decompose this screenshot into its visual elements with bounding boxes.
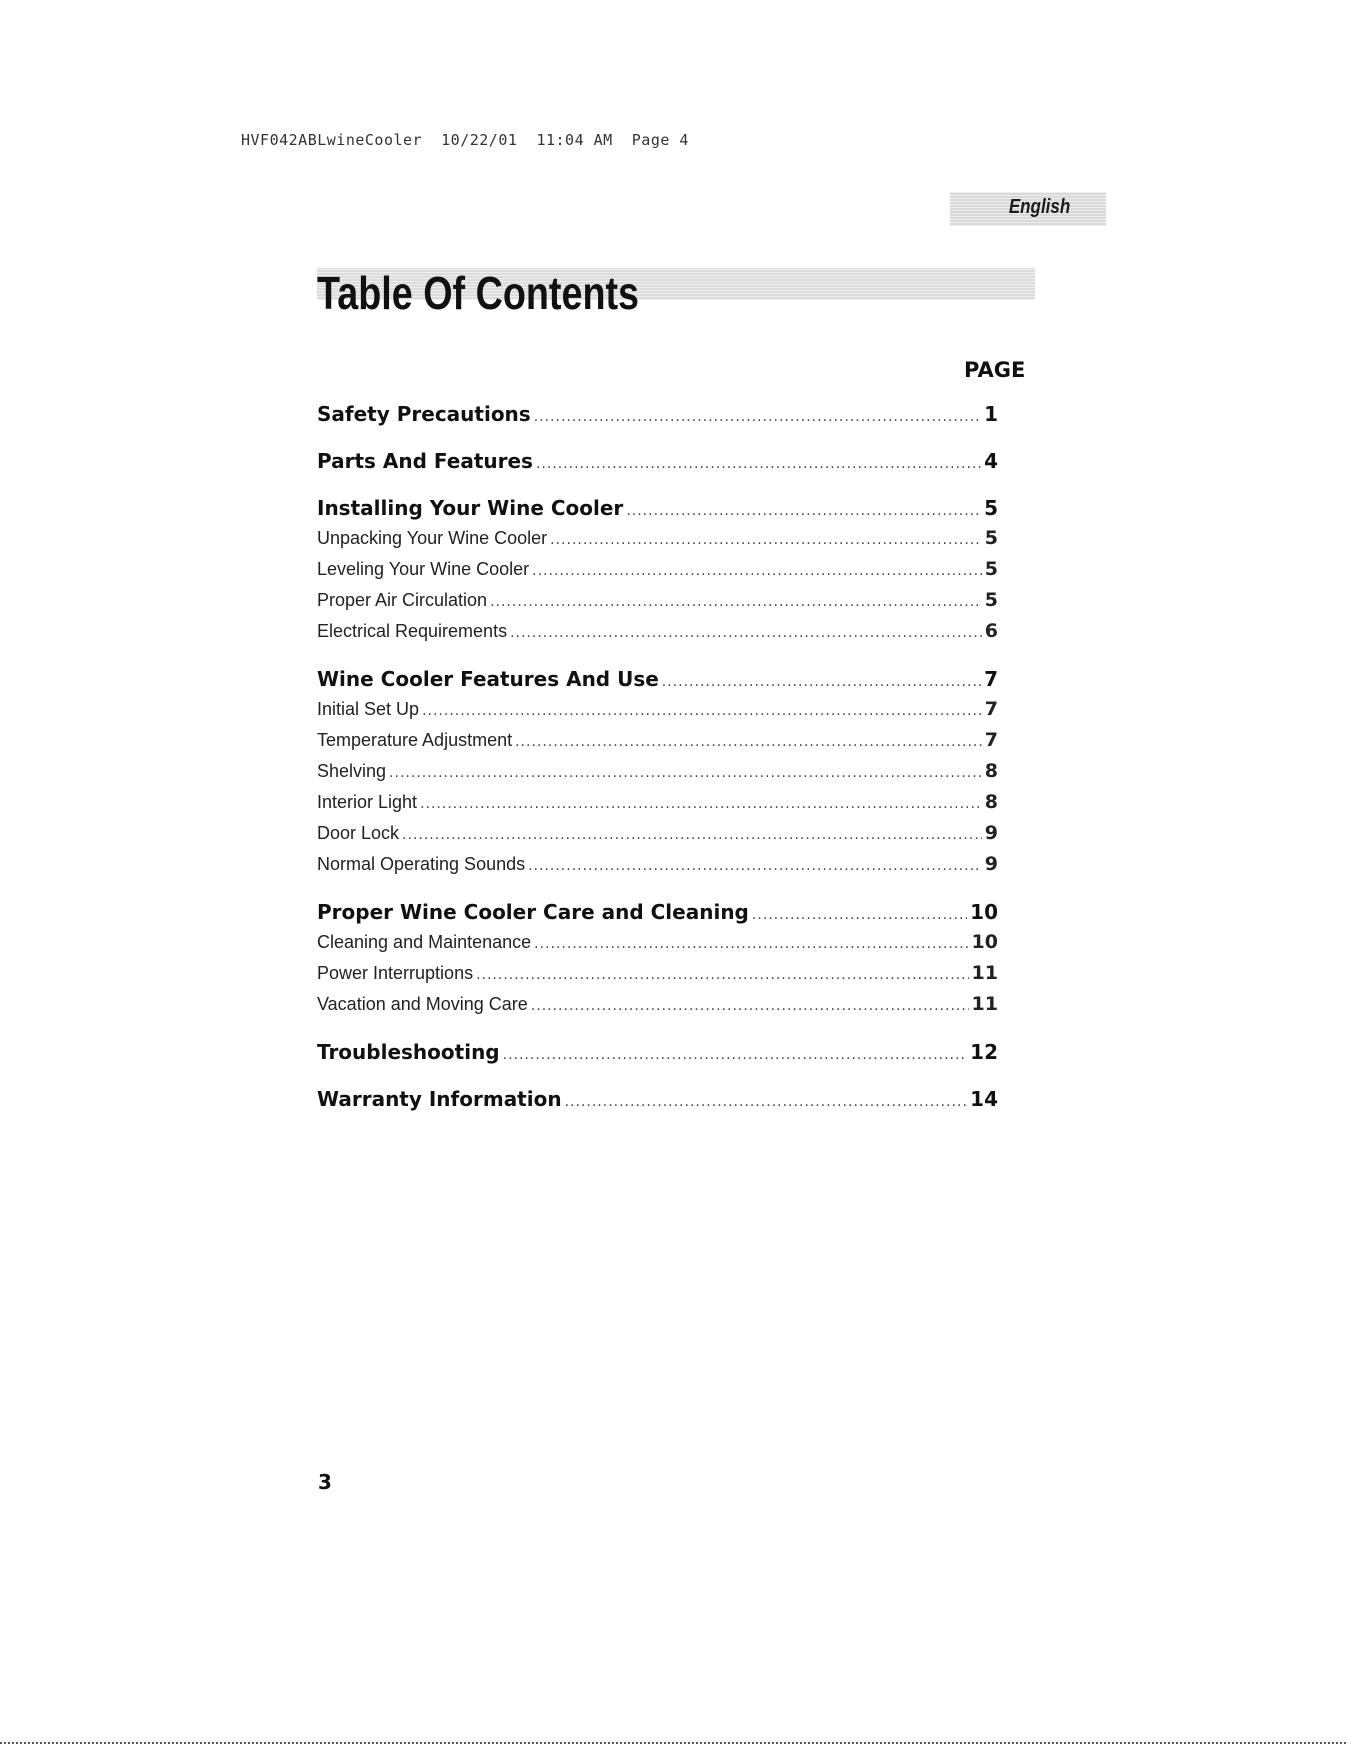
toc-dot-leader xyxy=(490,594,982,610)
table-of-contents xyxy=(317,402,998,1118)
toc-entry-label: Vacation and Moving Care xyxy=(317,994,528,1014)
toc-entry-page-number: 8 xyxy=(984,760,998,782)
page-title: Table Of Contents xyxy=(317,267,640,319)
toc-subsection-entry xyxy=(317,962,998,993)
toc-entry-page-number: 14 xyxy=(970,1087,998,1111)
toc-entry-page-number: 8 xyxy=(984,791,998,813)
page-column-header: PAGE xyxy=(964,358,1026,382)
toc-entry-label: Normal Operating Sounds xyxy=(317,854,526,874)
toc-section-entry xyxy=(317,449,998,480)
toc-entry-label: Electrical Requirements xyxy=(317,621,508,641)
toc-dot-leader xyxy=(752,907,967,923)
toc-entry-label: Proper Wine Cooler Care and Cleaning xyxy=(317,900,749,924)
toc-section-entry xyxy=(317,496,998,527)
toc-entry-label: Proper Air Circulation xyxy=(317,590,488,610)
toc-entry-page-number: 9 xyxy=(984,853,998,875)
toc-dot-leader xyxy=(536,456,981,472)
toc-entry-page-number: 7 xyxy=(984,698,998,720)
toc-section-entry xyxy=(317,667,998,698)
language-tab-label: English xyxy=(1008,196,1070,218)
toc-entry-page-number: 5 xyxy=(984,527,998,549)
toc-entry-page-number: 11 xyxy=(971,962,998,984)
toc-entry-page-number: 6 xyxy=(984,620,998,642)
toc-section-entry xyxy=(317,402,998,433)
toc-dot-leader xyxy=(422,703,982,719)
toc-dot-leader xyxy=(626,503,981,519)
toc-entry-label: Temperature Adjustment xyxy=(317,730,513,750)
toc-entry-label: Installing Your Wine Cooler xyxy=(317,496,624,520)
toc-dot-leader xyxy=(510,625,982,641)
bottom-edge-rule xyxy=(0,1742,1348,1744)
toc-entry-page-number: 10 xyxy=(970,900,998,924)
toc-entry-page-number: 1 xyxy=(984,402,998,426)
toc-entry-label: Shelving xyxy=(317,761,387,781)
toc-subsection-entry xyxy=(317,558,998,589)
toc-subsection-entry xyxy=(317,853,998,884)
toc-subsection-entry xyxy=(317,729,998,760)
toc-subsection-entry xyxy=(317,760,998,791)
toc-dot-leader xyxy=(532,563,982,579)
toc-entry-label: Cleaning and Maintenance xyxy=(317,932,532,952)
toc-dot-leader xyxy=(534,409,981,425)
toc-entry-label: Parts And Features xyxy=(317,449,533,473)
language-tab xyxy=(950,192,1106,226)
toc-entry-label: Wine Cooler Features And Use xyxy=(317,667,659,691)
toc-subsection-entry xyxy=(317,589,998,620)
print-header-line: HVF042ABLwineCooler 10/22/01 11:04 AM Page 4 xyxy=(241,131,689,149)
toc-subsection-entry xyxy=(317,822,998,853)
toc-dot-leader xyxy=(389,765,982,781)
toc-entry-label: Troubleshooting xyxy=(317,1040,500,1064)
toc-subsection-entry xyxy=(317,698,998,729)
toc-dot-leader xyxy=(528,858,982,874)
toc-dot-leader xyxy=(515,734,982,750)
toc-subsection-entry xyxy=(317,993,998,1024)
toc-section-entry xyxy=(317,900,998,931)
toc-entry-label: Safety Precautions xyxy=(317,402,531,426)
toc-entry-label: Interior Light xyxy=(317,792,418,812)
toc-entry-page-number: 5 xyxy=(984,558,998,580)
toc-entry-page-number: 5 xyxy=(984,496,998,520)
toc-dot-leader xyxy=(565,1094,968,1110)
toc-dot-leader xyxy=(531,998,969,1014)
toc-section-entry xyxy=(317,1040,998,1071)
toc-entry-label: Warranty Information xyxy=(317,1087,562,1111)
toc-entry-label: Leveling Your Wine Cooler xyxy=(317,559,530,579)
toc-dot-leader xyxy=(402,827,982,843)
toc-subsection-entry xyxy=(317,620,998,651)
toc-entry-page-number: 12 xyxy=(970,1040,998,1064)
toc-entry-page-number: 4 xyxy=(984,449,998,473)
toc-dot-leader xyxy=(476,967,968,983)
toc-subsection-entry xyxy=(317,931,998,962)
toc-dot-leader xyxy=(534,936,968,952)
toc-entry-page-number: 7 xyxy=(984,729,998,751)
toc-entry-page-number: 10 xyxy=(971,931,998,953)
toc-entry-page-number: 5 xyxy=(984,589,998,611)
toc-entry-page-number: 9 xyxy=(984,822,998,844)
toc-entry-label: Door Lock xyxy=(317,823,400,843)
toc-entry-label: Initial Set Up xyxy=(317,699,420,719)
toc-section-entry xyxy=(317,1087,998,1118)
toc-subsection-entry xyxy=(317,527,998,558)
toc-dot-leader xyxy=(662,674,981,690)
toc-subsection-entry xyxy=(317,791,998,822)
toc-dot-leader xyxy=(420,796,982,812)
footer-page-number: 3 xyxy=(318,1470,332,1494)
toc-entry-page-number: 7 xyxy=(984,667,998,691)
toc-dot-leader xyxy=(550,532,982,548)
toc-entry-page-number: 11 xyxy=(971,993,998,1015)
toc-entry-label: Unpacking Your Wine Cooler xyxy=(317,528,548,548)
toc-dot-leader xyxy=(503,1047,968,1063)
toc-entry-label: Power Interruptions xyxy=(317,963,474,983)
